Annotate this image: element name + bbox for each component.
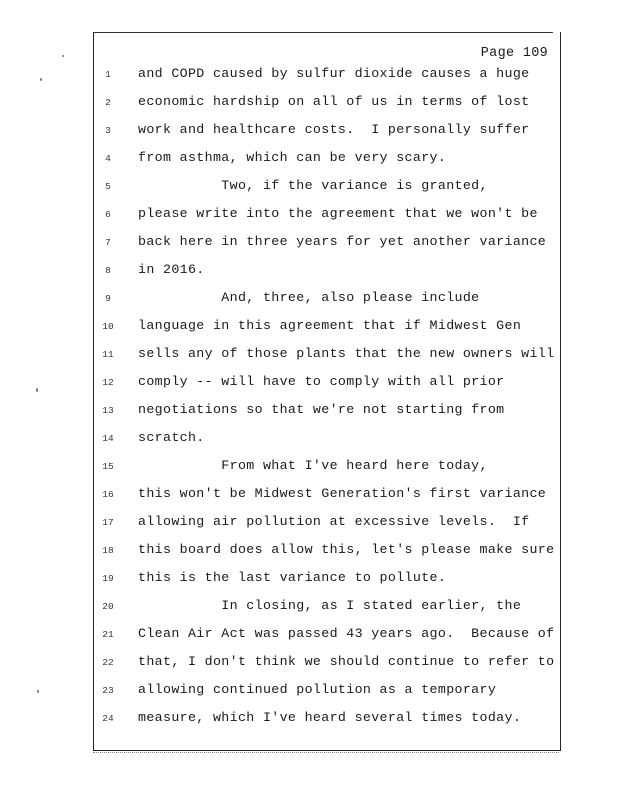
line-number: 5 xyxy=(105,181,111,192)
line-number: 19 xyxy=(102,573,114,584)
transcript-line: allowing continued pollution as a temporary xyxy=(138,682,497,697)
transcript-line: sells any of those plants that the new owners will xyxy=(138,346,555,361)
line-number: 21 xyxy=(102,629,114,640)
transcript-line: negotiations so that we're not starting from xyxy=(138,402,505,417)
transcript-line: in 2016. xyxy=(138,262,205,277)
transcript-line: work and healthcare costs. I personally suffer xyxy=(138,122,530,137)
line-number: 18 xyxy=(102,545,114,556)
line-number: 8 xyxy=(105,265,111,276)
line-number: 13 xyxy=(102,405,114,416)
line-number: 10 xyxy=(102,321,114,332)
transcript-line: economic hardship on all of us in terms of lost xyxy=(138,94,530,109)
line-number: 14 xyxy=(102,433,114,444)
transcript-line: In closing, as I stated earlier, the xyxy=(138,598,522,613)
transcript-line: this is the last variance to pollute. xyxy=(138,570,447,585)
line-number: 2 xyxy=(105,97,111,108)
line-number: 22 xyxy=(102,657,114,668)
line-number: 4 xyxy=(105,153,111,164)
page-number: Page 109 xyxy=(480,46,548,61)
transcript-line: And, three, also please include xyxy=(138,290,480,305)
transcript-line: measure, which I've heard several times today. xyxy=(138,710,522,725)
line-number: 11 xyxy=(102,349,114,360)
scan-speck xyxy=(37,690,39,693)
transcript-line: allowing air pollution at excessive levels. If xyxy=(138,514,530,529)
line-number: 6 xyxy=(105,209,111,220)
line-number: 1 xyxy=(105,69,111,80)
transcript-line: this board does allow this, let's please make sure xyxy=(138,542,555,557)
scan-speck xyxy=(36,388,38,392)
line-number: 7 xyxy=(105,237,111,248)
transcript-line: language in this agreement that if Midwest Gen xyxy=(138,318,522,333)
scan-speck xyxy=(40,78,42,81)
transcript-line: from asthma, which can be very scary. xyxy=(138,150,447,165)
transcript-line: From what I've heard here today, xyxy=(138,458,488,473)
line-number: 9 xyxy=(105,293,111,304)
transcript-line: and COPD caused by sulfur dioxide causes a huge xyxy=(138,66,530,81)
scan-speck xyxy=(62,55,64,57)
line-number: 15 xyxy=(102,461,114,472)
transcript-line: back here in three years for yet another variance xyxy=(138,234,547,249)
line-number: 12 xyxy=(102,377,114,388)
line-number: 17 xyxy=(102,517,114,528)
transcript-line: that, I don't think we should continue to refer to xyxy=(138,654,555,669)
transcript-line: please write into the agreement that we won't be xyxy=(138,206,538,221)
line-number: 23 xyxy=(102,685,114,696)
transcript-line: this won't be Midwest Generation's first variance xyxy=(138,486,547,501)
transcript-line: comply -- will have to comply with all prior xyxy=(138,374,505,389)
line-number: 20 xyxy=(102,601,114,612)
transcript-line: Two, if the variance is granted, xyxy=(138,178,488,193)
page-bottom-edge xyxy=(93,752,559,753)
transcript-line: scratch. xyxy=(138,430,205,445)
line-number: 3 xyxy=(105,125,111,136)
transcript-page-frame xyxy=(93,32,561,751)
line-number: 24 xyxy=(102,713,114,724)
line-number: 16 xyxy=(102,489,114,500)
transcript-line: Clean Air Act was passed 43 years ago. Because of xyxy=(138,626,555,641)
